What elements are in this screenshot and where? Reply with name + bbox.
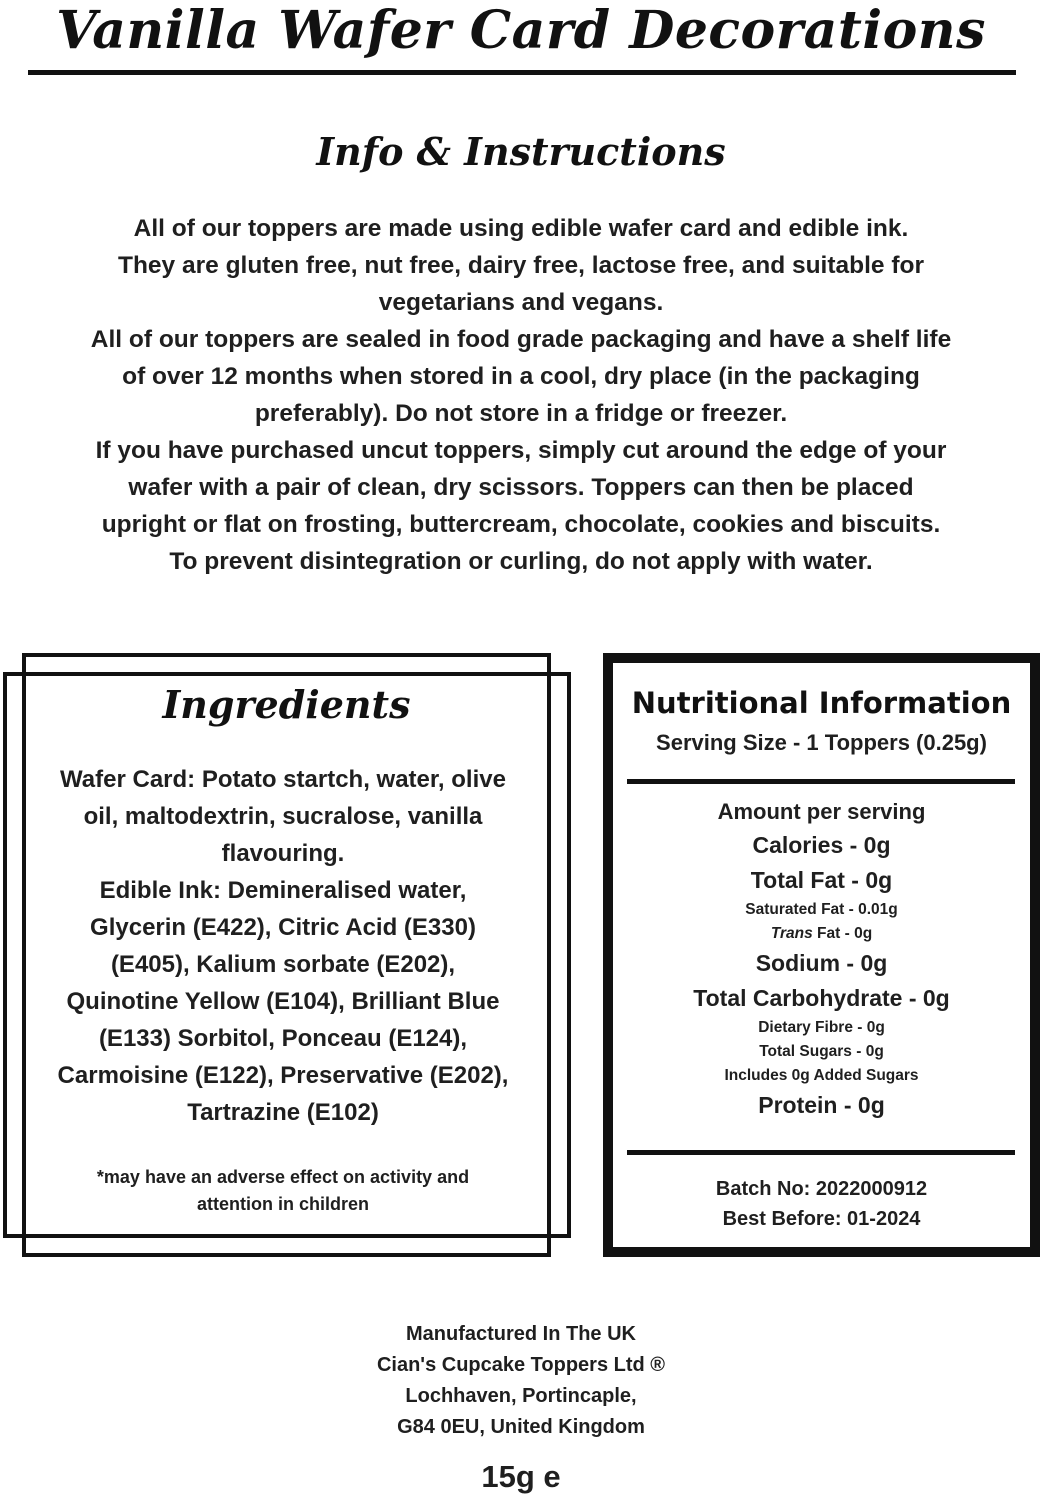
ingredients-line: (E405), Kalium sorbate (E202), — [110, 951, 456, 978]
serving-size: Serving Size - 1 Toppers (0.25g) — [656, 730, 987, 755]
note-line: *may have an adverse effect on activity and — [96, 1167, 470, 1187]
title-divider — [28, 70, 1016, 75]
info-line: of over 12 months when stored in a cool, dry place (in the packaging — [122, 363, 920, 390]
info-line: wafer with a pair of clean, dry scissors. Toppers can then be placed — [128, 474, 914, 501]
info-line: upright or flat on frosting, buttercream, chocolate, cookies and biscuits. — [101, 511, 941, 538]
footer-line: Manufactured In The UK — [405, 1323, 636, 1345]
dietary-fibre-row: Dietary Fibre - 0g — [758, 1019, 885, 1036]
total-sugars-row: Total Sugars - 0g — [759, 1043, 884, 1060]
ingredients-line: Tartrazine (E102) — [187, 1099, 379, 1126]
nutrition-divider-top — [627, 779, 1015, 784]
info-line: All of our toppers are made using edible wafer card and edible ink. — [133, 215, 909, 242]
ingredients-line: flavouring. — [221, 840, 345, 867]
trans-fat-value: Fat - 0g — [812, 925, 873, 942]
ingredients-line: Quinotine Yellow (E104), Brilliant Blue — [66, 988, 500, 1015]
info-line: vegetarians and vegans. — [378, 289, 664, 316]
total-fat-row: Total Fat - 0g — [750, 867, 893, 893]
ingredients-line: (E133) Sorbitol, Ponceau (E124), — [98, 1025, 468, 1052]
info-instructions-text — [20, 210, 1022, 580]
ingredients-line: Edible Ink: Demineralised water, — [99, 877, 467, 904]
ingredients-line: oil, maltodextrin, sucralose, vanilla — [83, 803, 483, 830]
footer-line: Lochhaven, Portincaple, — [405, 1385, 637, 1407]
footer-line: Cian's Cupcake Toppers Ltd ® — [376, 1354, 666, 1376]
ingredients-line: Wafer Card: Potato startch, water, olive — [60, 766, 506, 793]
best-before-date: Best Before: 01-2024 — [722, 1208, 921, 1230]
batch-number: Batch No: 2022000912 — [715, 1178, 928, 1200]
footer-line: G84 0EU, United Kingdom — [397, 1416, 645, 1438]
nutrition-title: Nutritional Information — [631, 686, 1012, 720]
note-line: attention in children — [196, 1194, 369, 1214]
net-weight: 15g e — [481, 1459, 561, 1494]
info-line: To prevent disintegration or curling, do not apply with water. — [169, 548, 873, 575]
nutrition-divider-bottom — [627, 1150, 1015, 1155]
ingredients-list — [24, 761, 542, 1131]
sodium-row: Sodium - 0g — [755, 950, 888, 976]
manufacturer-address — [0, 1319, 1042, 1443]
info-line: They are gluten free, nut free, dairy free, lactose free, and suitable for — [117, 252, 925, 279]
page-title: Vanilla Wafer Card Decorations — [56, 0, 986, 61]
trans-word: Trans — [770, 925, 813, 942]
ingredients-warning-note — [24, 1164, 542, 1218]
trans-fat-row — [613, 922, 1030, 946]
ingredients-line: Glycerin (E422), Citric Acid (E330) — [90, 914, 476, 941]
amount-per-serving-label: Amount per serving — [717, 799, 926, 824]
protein-row: Protein - 0g — [758, 1092, 885, 1118]
calories-row: Calories - 0g — [752, 832, 891, 858]
saturated-fat-row: Saturated Fat - 0.01g — [745, 901, 898, 918]
total-carbohydrate-row: Total Carbohydrate - 0g — [693, 985, 950, 1011]
added-sugars-row: Includes 0g Added Sugars — [724, 1067, 919, 1084]
ingredients-heading: Ingredients — [162, 682, 411, 727]
nutrition-facts — [613, 796, 1030, 1123]
info-heading: Info & Instructions — [316, 129, 726, 174]
info-line: All of our toppers are sealed in food grade packaging and have a shelf life — [90, 326, 952, 353]
info-line: preferably). Do not store in a fridge or freezer. — [254, 400, 788, 427]
info-line: If you have purchased uncut toppers, simply cut around the edge of your — [95, 437, 947, 464]
batch-info — [613, 1174, 1030, 1234]
ingredients-line: Carmoisine (E122), Preservative (E202), — [57, 1062, 509, 1089]
